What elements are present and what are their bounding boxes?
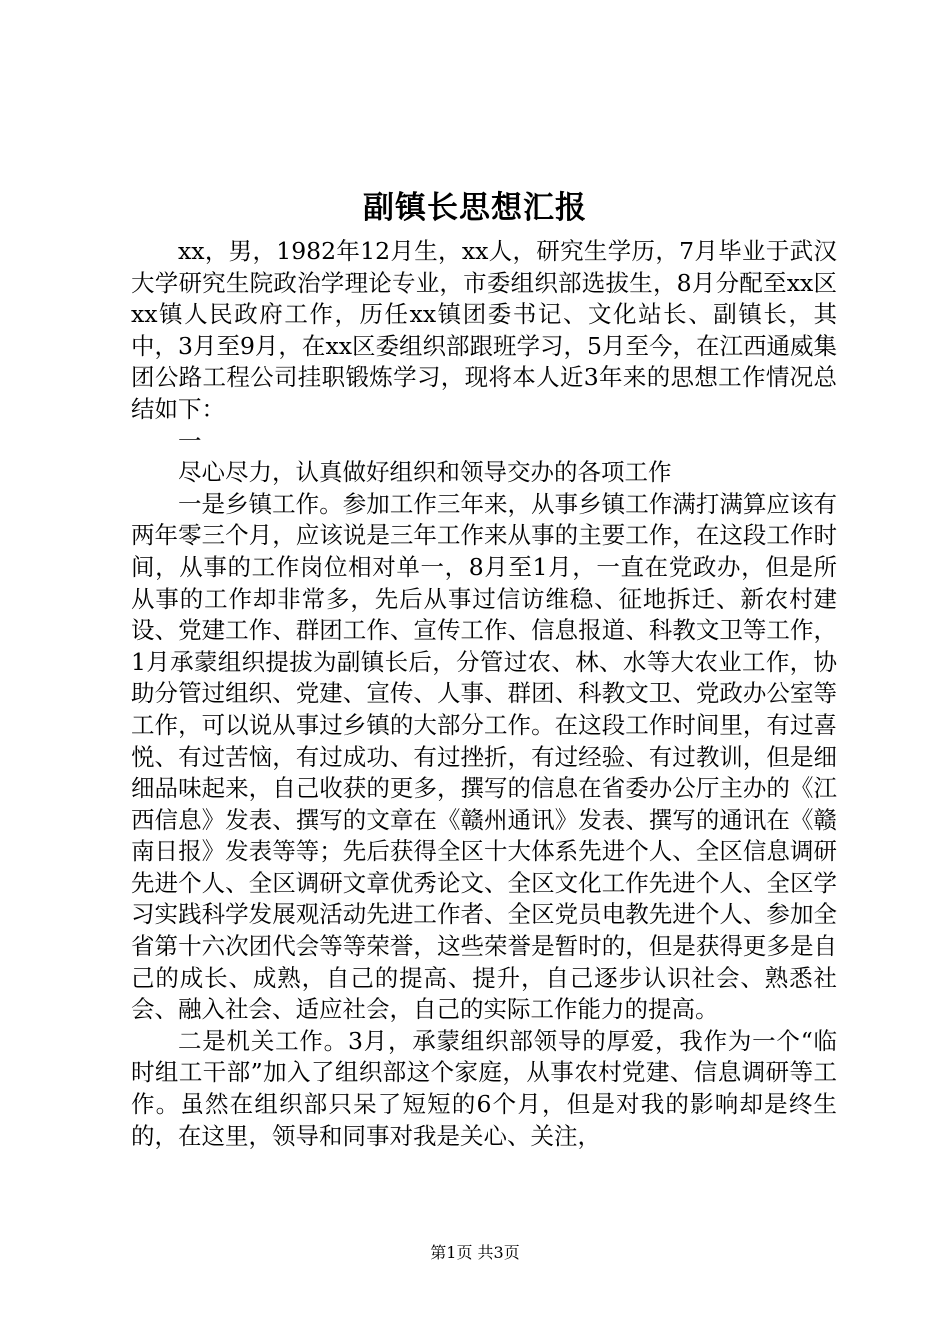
- paragraph-intro: xx，男，1982年12月生，xx人，研究生学历，7月毕业于武汉大学研究生院政治学理论专业，市委组织部选拔生，8月分配至xx区xx镇人民政府工作，历任xx镇团委书记、文化站长、副镇长，其中，3月至9月，在xx区委组织部跟班学习，5月至今，在江西通威集团公路工程公司挂职锻炼学习，现将本人近3年来的思想工作情况总结如下：: [131, 237, 837, 423]
- paragraph-organ-work: 二是机关工作。3月，承蒙组织部领导的厚爱，我作为一个“临时组工干部”加入了组织部这个家庭，从事农村党建、信息调研等工作。虽然在组织部只呆了短短的6个月，但是对我的影响却是终生的，在这里，领导和同事对我是关心、关注，: [131, 1026, 837, 1150]
- page-footer: 第1页 共3页: [430, 1243, 520, 1262]
- section-number: 一: [178, 426, 202, 455]
- document-body: [131, 236, 837, 1152]
- document-title: 副镇长思想汇报: [363, 190, 587, 226]
- section-heading: 尽心尽力，认真做好组织和领导交办的各项工作: [178, 458, 672, 487]
- paragraph-township-work: 一是乡镇工作。参加工作三年来，从事乡镇工作满打满算应该有两年零三个月，应该说是三年工作来从事的主要工作，在这段工作时间，从事的工作岗位相对单一，8月至1月，一直在党政办，但是所从事的工作却非常多，先后从事过信访维稳、征地拆迁、新农村建设、党建工作、群团工作、宣传工作、信息报道、科教文卫等工作，1月承蒙组织提拔为副镇长后，分管过农、林、水等大农业工作，协助分管过组织、党建、宣传、人事、群团、科教文卫、党政办公室等工作，可以说从事过乡镇的大部分工作。在这段工作时间里，有过喜悦、有过苦恼，有过成功、有过挫折，有过经验、有过教训，但是细细品味起来，自己收获的更多，撰写的信息在省委办公厅主办的《江西信息》发表、撰写的文章在《赣州通讯》发表、撰写的通讯在《赣南日报》发表等等；先后获得全区十大体系先进个人、全区信息调研先进个人、全区调研文章优秀论文、全区文化工作先进个人、全区学习实践科学发展观活动先进工作者、全区党员电教先进个人、参加全省第十六次团代会等等荣誉，这些荣誉是暂时的，但是获得更多是自己的成长、成熟，自己的提高、提升，自己逐步认识社会、熟悉社会、融入社会、适应社会，自己的实际工作能力的提高。: [131, 489, 837, 1024]
